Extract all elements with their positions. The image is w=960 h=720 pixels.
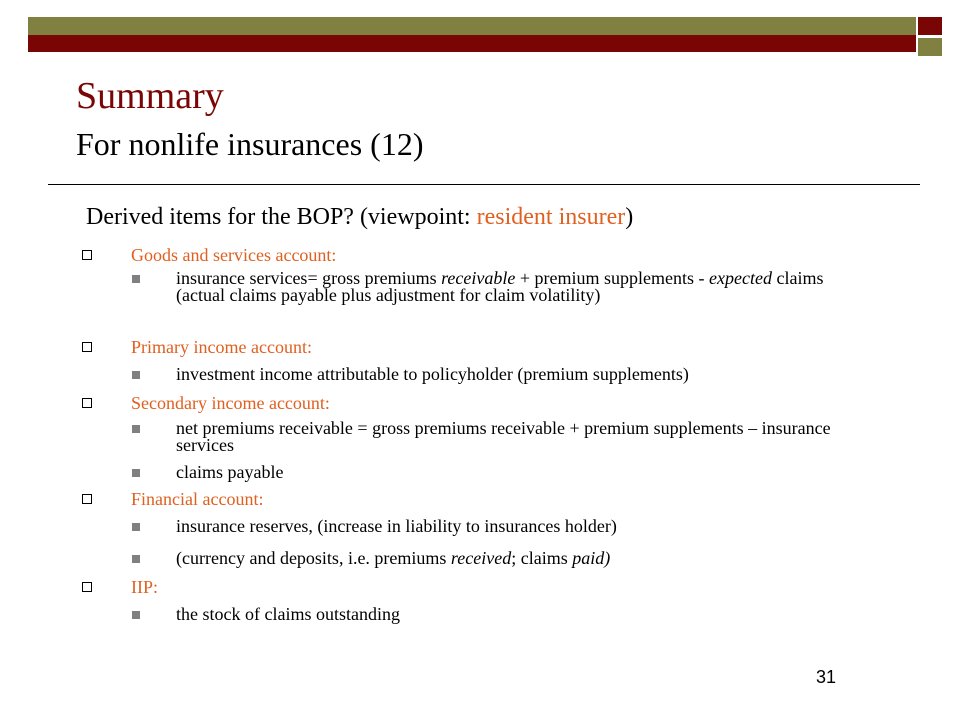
item-bullet-icon [132, 469, 140, 477]
item-text: (currency and deposits, i.e. premiums received; claims paid) [176, 548, 611, 568]
item-bullet-icon [132, 555, 140, 563]
item-bullet-icon [132, 523, 140, 531]
section-bullet-icon [82, 494, 92, 504]
section-bullet-icon [82, 398, 92, 408]
item-text: investment income attributable to policyholder (premium supplements) [176, 364, 689, 384]
section-goods-services [82, 244, 336, 266]
section-secondary-income [82, 392, 330, 414]
section-heading: Primary income account: [131, 337, 312, 357]
section-heading: Goods and services account: [131, 245, 337, 265]
section-financial-account [82, 488, 263, 510]
item-text: net premiums receivable = gross premiums receivable + premium supplements – insurance services [176, 418, 831, 455]
section-heading: IIP: [131, 577, 158, 597]
lead-prefix: Derived items for the BOP? (viewpoint: [86, 204, 477, 230]
page-number: 31 [816, 667, 837, 687]
item-bullet-icon [132, 425, 140, 433]
section-primary-income [82, 336, 312, 358]
section-heading: Secondary income account: [131, 393, 330, 413]
item-text: claims payable [176, 462, 284, 482]
item-bullet-icon [132, 611, 140, 619]
section-bullet-icon [82, 582, 92, 592]
slide-title: Summary [76, 75, 224, 117]
item-text: the stock of claims outstanding [176, 604, 400, 624]
item-bullet-icon [132, 371, 140, 379]
section-heading: Financial account: [131, 489, 264, 509]
section-bullet-icon [82, 250, 92, 260]
lead-highlight: resident insurer [476, 204, 626, 230]
lead-suffix: ) [625, 204, 634, 230]
section-bullet-icon [82, 342, 92, 352]
item-text: insurance services= gross premiums receivable + premium supplements - expected claims (actual claims payable plus adjustment for claim volatility) [176, 268, 824, 305]
section-iip [82, 576, 158, 598]
item-bullet-icon [132, 275, 140, 283]
slide-subtitle: For nonlife insurances (12) [76, 126, 424, 162]
item-text: insurance reserves, (increase in liability to insurances holder) [176, 516, 617, 536]
